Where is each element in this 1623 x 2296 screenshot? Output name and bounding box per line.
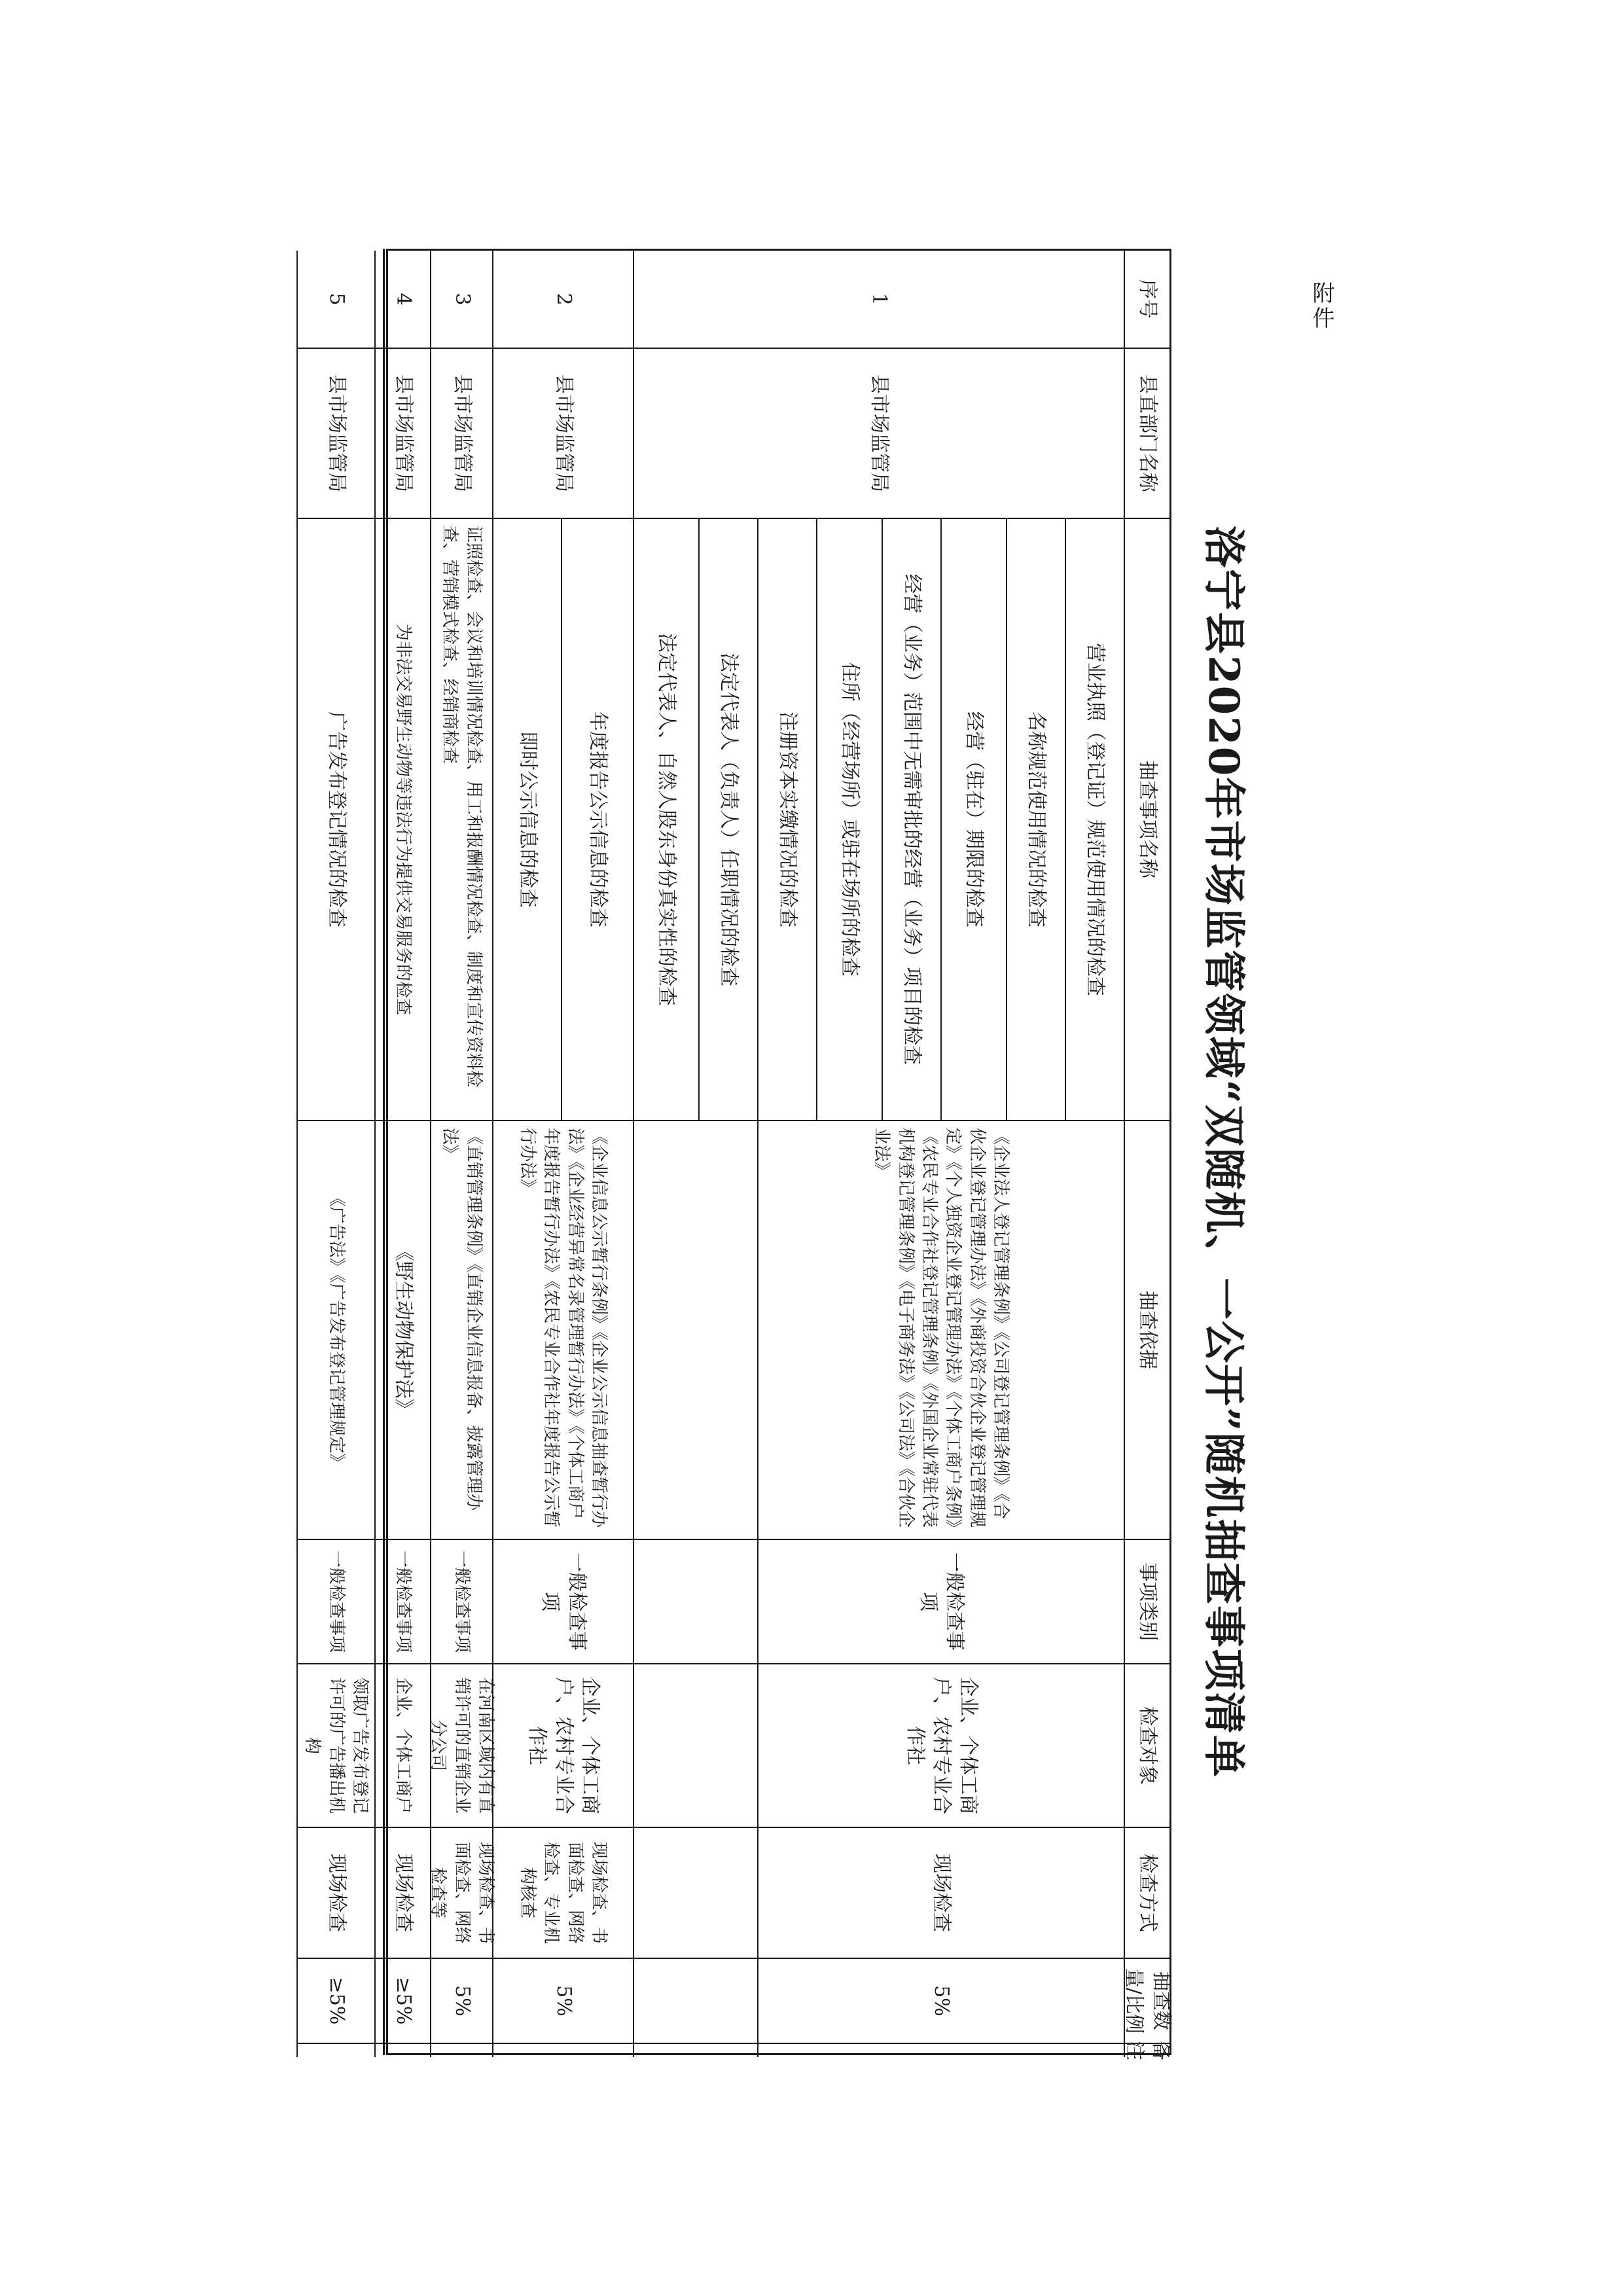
row1-item-6: 注册资本实缴情况的检查 [757, 519, 816, 1121]
header-ratio: 抽查数量/比例 [1124, 1959, 1169, 2044]
inspection-table [302, 249, 1173, 2060]
header-target: 检查对象 [1124, 1664, 1169, 1828]
row5-target: 领取广告发布登记许可的广告播出机构 [296, 1664, 374, 1828]
row5-no: 5 [296, 251, 374, 349]
row1-dept: 县市场监管局 [633, 349, 1124, 519]
row5-method: 现场检查 [296, 1828, 374, 1959]
row5-category: 一般检查事项 [296, 1540, 374, 1664]
row1-target: 企业、个体工商户、农村专业合作社 [757, 1664, 1124, 1828]
row1-method: 现场检查 [757, 1828, 1124, 1959]
row2-item-2: 即时公示信息的检查 [492, 519, 561, 1121]
row1-basis-blank [633, 1121, 757, 1540]
document-title: 洛宁县2020年市场监管领域“双随机、一公开”随机抽查事项清单 [1199, 526, 1248, 1778]
row2-item-1: 年度报告公示信息的检查 [561, 519, 633, 1121]
row3-ratio: 5% [430, 1959, 492, 2044]
row5-dept: 县市场监管局 [296, 349, 374, 519]
row3-basis: 《直销管理条例》《直销企业信息报备、披露管理办法》 [430, 1121, 492, 1540]
row4-ratio: ≥5% [374, 1959, 430, 2044]
row1-item-7: 法定代表人（负责人）任职情况的检查 [698, 519, 757, 1121]
row1-basis: 《企业法人登记管理条例》《公司登记管理条例》《合伙企业登记管理办法》《外商投资合伙企业登记管理规定》《个人独资企业登记管理办法》《个体工商户条例》《农民专业合作社登记管理条例》《外国企业常驻代表机构登记管理条例》《电子商务法》《公司法》《合伙企业法》 [757, 1121, 1124, 1540]
row3-remark [430, 2044, 492, 2057]
row1-item-4: 经营（业务）范围中无需审批的经营（业务）项目的检查 [882, 519, 940, 1121]
row2-basis: 《企业信息公示暂行条例》《企业公示信息抽查暂行办法》《企业经营异常名录管理暂行办法》《个体工商户年度报告暂行办法》《农民专业合作社年度报告公示暂行办法》 [492, 1121, 633, 1540]
row1-item-8: 法定代表人、自然人股东身份真实性的检查 [633, 519, 698, 1121]
row1-method-blank [633, 1828, 757, 1959]
row5-item: 广告发布登记情况的检查 [296, 519, 374, 1121]
row1-item-5: 住所（经营场所）或驻在场所的检查 [816, 519, 882, 1121]
row2-method: 现场检查、书面检查、网络检查、专业机构核查 [492, 1828, 633, 1959]
row1-remark-blank [633, 2044, 757, 2057]
rotated-page [302, 249, 1276, 2060]
row1-category: 一般检查事项 [757, 1540, 1124, 1664]
row1-ratio: 5% [757, 1959, 1124, 2044]
row4-basis: 《野生动物保护法》 [374, 1121, 430, 1540]
row4-dept: 县市场监管局 [374, 349, 430, 519]
row1-remark [757, 2044, 1124, 2057]
row3-dept: 县市场监管局 [430, 349, 492, 519]
row1-item-3: 经营（驻在）期限的检查 [940, 519, 1006, 1121]
row2-dept: 县市场监管局 [492, 349, 633, 519]
row1-category-blank [633, 1540, 757, 1664]
row2-category: 一般检查事项 [492, 1540, 633, 1664]
row3-target: 在河南区域内有直销许可的直销企业分公司 [430, 1664, 492, 1828]
row1-target-blank [633, 1664, 757, 1828]
row3-no: 3 [430, 251, 492, 349]
header-method: 检查方式 [1124, 1828, 1169, 1959]
row2-remark [492, 2044, 633, 2057]
row5-basis: 《广告法》《广告发布登记管理规定》 [296, 1121, 374, 1540]
row1-item-2: 名称规范使用情况的检查 [1006, 519, 1065, 1121]
row1-ratio-blank [633, 1959, 757, 2044]
row2-target: 企业、个体工商户、农村专业合作社 [492, 1664, 633, 1828]
attachment-label: 附件 [1308, 281, 1334, 331]
row4-no: 4 [374, 251, 430, 349]
row3-category: 一般检查事项 [430, 1540, 492, 1664]
row2-no: 2 [492, 251, 633, 349]
row2-ratio: 5% [492, 1959, 633, 2044]
row3-item: 证照检查、会议和培训情况检查、用工和报酬情况检查、制度和宣传资料检查、营销模式检查、经销商检查 [430, 519, 492, 1121]
header-no: 序号 [1124, 251, 1169, 349]
row4-category: 一般检查事项 [374, 1540, 430, 1664]
row4-target: 企业、个体工商户 [374, 1664, 430, 1828]
header-dept: 县直部门名称 [1124, 349, 1169, 519]
header-remark: 备注 [1123, 2041, 1173, 2060]
rotated-page-frame [302, 249, 1276, 2060]
header-basis: 抽查依据 [1124, 1121, 1169, 1540]
row3-method: 现场检查、书面检查、网络检查等 [430, 1828, 492, 1959]
row5-ratio: ≥5% [296, 1959, 374, 2044]
header-category: 事项类别 [1124, 1540, 1169, 1664]
row4-method: 现场检查 [374, 1828, 430, 1959]
header-item: 抽查事项名称 [1124, 519, 1169, 1121]
row1-item-1: 营业执照（登记证）规范使用情况的检查 [1065, 519, 1124, 1121]
row1-no: 1 [633, 251, 1124, 349]
row5-remark [296, 2044, 374, 2057]
row4-item: 为非法交易野生动物等违法行为提供交易服务的检查 [374, 519, 430, 1121]
